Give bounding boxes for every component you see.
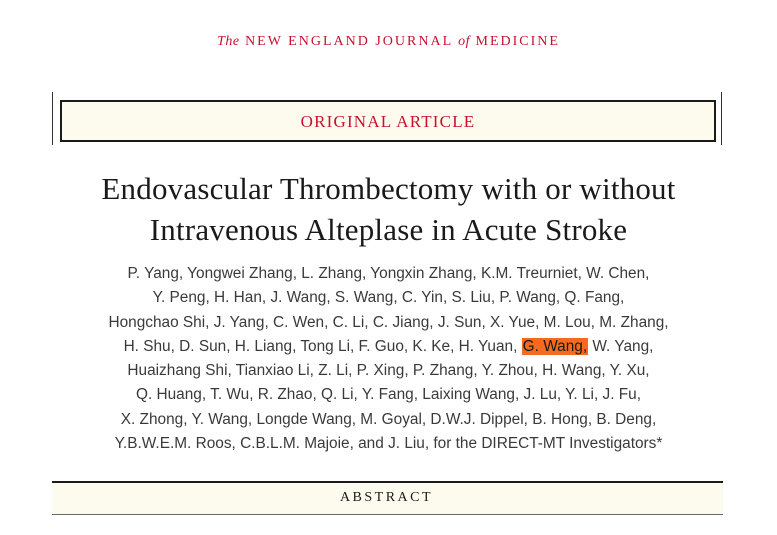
author-line-7: X. Zhong, Y. Wang, Longde Wang, M. Goyal, D.W.J. Dippel, B. Hong, B. Deng, (120, 410, 657, 428)
author-line-6: Q. Huang, T. Wu, R. Zhao, Q. Li, Y. Fang, Laixing Wang, J. Lu, Y. Li, J. Fu, (135, 386, 642, 404)
author-line-4-before: H. Shu, D. Sun, H. Liang, Tong Li, F. Guo, K. Ke, H. Yuan, (123, 337, 522, 355)
author-line-5: Huaizhang Shi, Tianxiao Li, Z. Li, P. Xing, P. Zhang, Y. Zhou, H. Wang, Y. Xu, (127, 362, 650, 380)
highlighted-author[interactable]: G. Wang, (522, 337, 588, 355)
author-line-4 (0, 335, 777, 359)
journal-header-the: The (217, 34, 240, 49)
article-type-label: ORIGINAL ARTICLE (300, 112, 476, 131)
author-line-2: Y. Peng, H. Han, J. Wang, S. Wang, C. Yin, S. Liu, P. Wang, Q. Fang, (152, 289, 625, 307)
author-list (0, 262, 777, 456)
abstract-section-bar (52, 481, 723, 515)
author-line-1: P. Yang, Yongwei Zhang, L. Zhang, Yongxin Zhang, K.M. Treurniet, W. Chen, (127, 265, 650, 282)
article-title-line-1: Endovascular Thrombectomy with or without (101, 171, 676, 206)
journal-header (0, 33, 777, 51)
abstract-heading: ABSTRACT (339, 490, 434, 505)
author-line-8: Y.B.W.E.M. Roos, C.B.L.M. Majoie, and J. Liu, for the DIRECT-MT Investigators* (114, 435, 663, 453)
author-line-3: Hongchao Shi, J. Yang, C. Wen, C. Li, C. Jiang, J. Sun, X. Yue, M. Lou, M. Zhang, (108, 313, 669, 331)
article-type-box (60, 100, 716, 142)
journal-header-new-england: NEW ENGLAND JOURNAL (245, 34, 453, 49)
article-title-line-2: Intravenous Alteplase in Acute Stroke (149, 212, 628, 247)
author-line-4-after: W. Yang, (588, 337, 654, 355)
journal-header-of: of (458, 34, 470, 49)
article-title (0, 168, 777, 250)
journal-header-medicine: MEDICINE (475, 34, 560, 49)
